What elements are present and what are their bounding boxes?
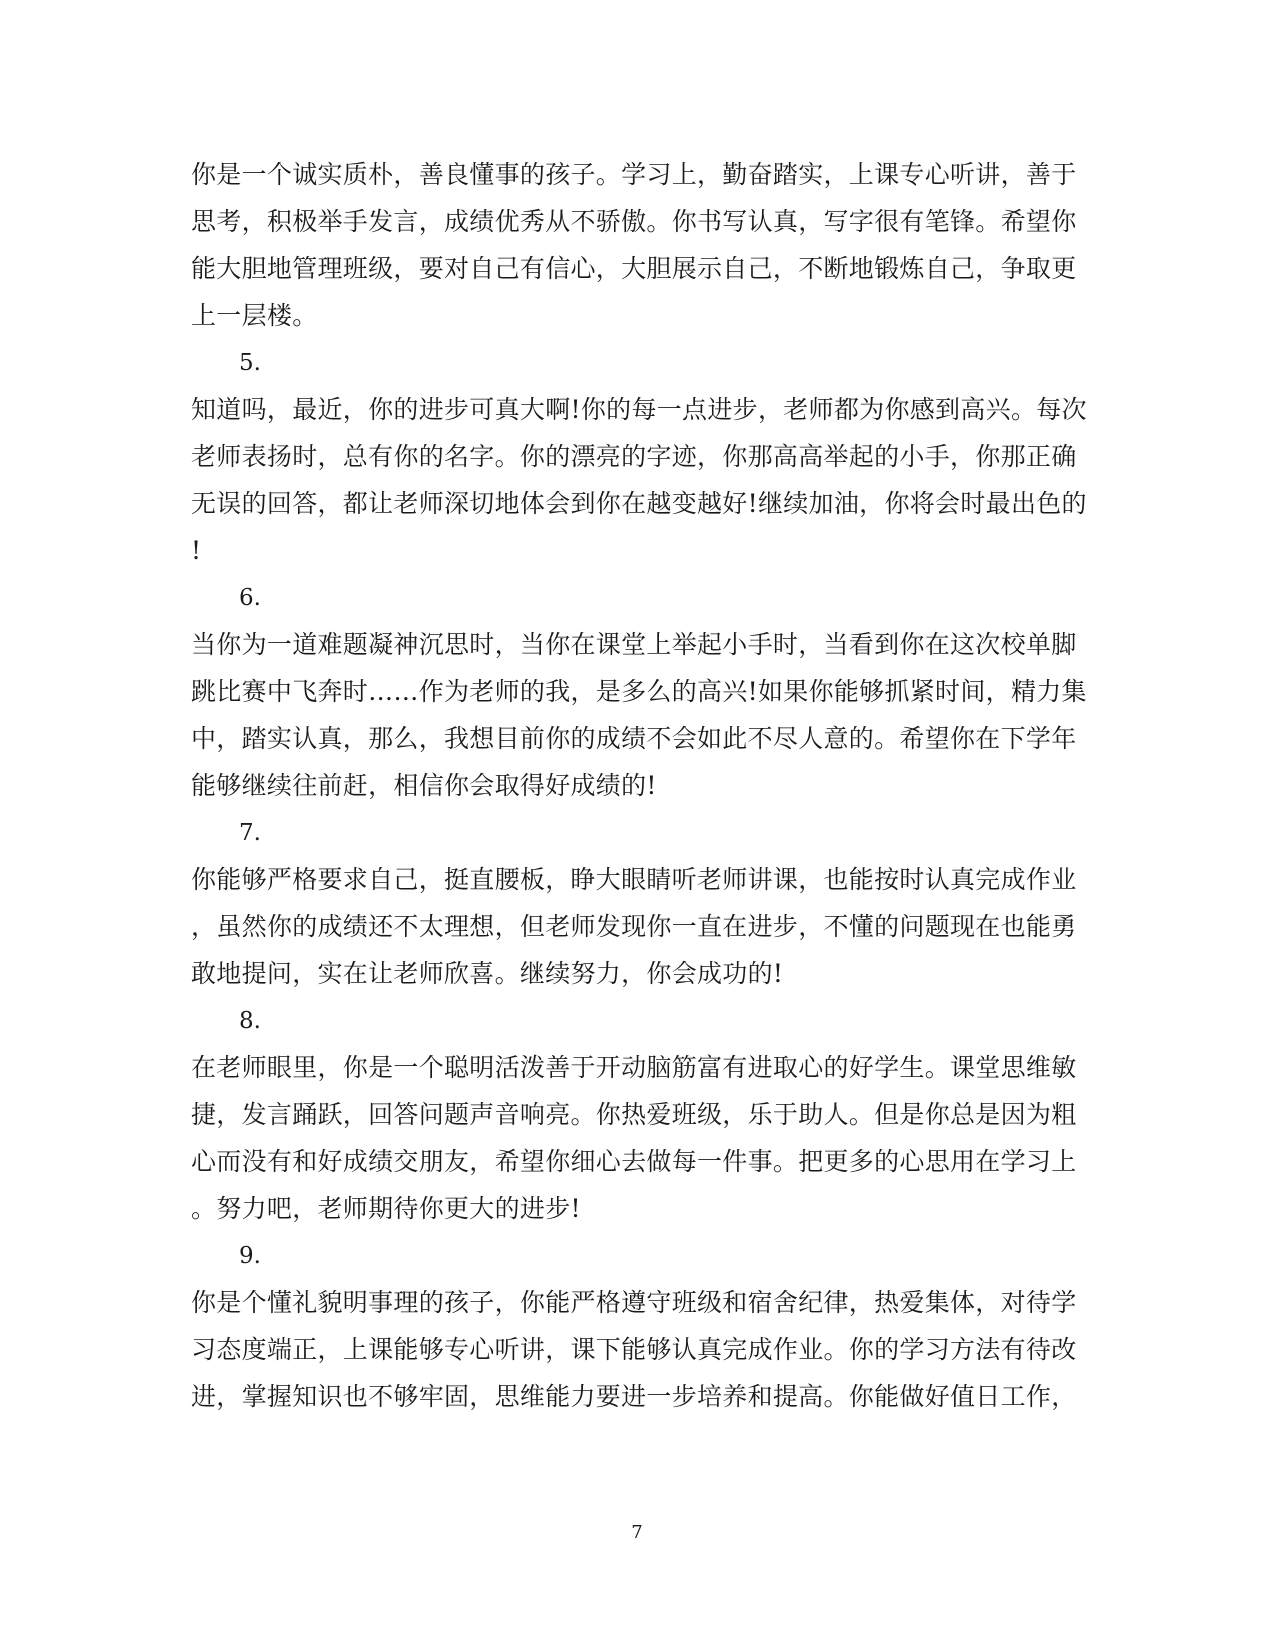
paragraph-line: 你能够严格要求自己，挺直腰板，睁大眼睛听老师讲课，也能按时认真完成作业: [191, 865, 1077, 894]
paragraph-line: 当你为一道难题凝神沉思时，当你在课堂上举起小手时，当看到你在这次校单脚: [191, 630, 1077, 659]
paragraph-line: 敢地提问，实在让老师欣喜。继续努力，你会成功的!: [191, 959, 784, 988]
paragraph-line: 能大胆地管理班级，要对自己有信心，大胆展示自己，不断地锻炼自己，争取更: [191, 254, 1077, 283]
paragraph-line: 跳比赛中飞奔时……作为老师的我，是多么的高兴!如果你能够抓紧时间，精力集: [191, 677, 1087, 706]
page-number: 7: [631, 1522, 643, 1543]
paragraph-line: 习态度端正，上课能够专心听讲，课下能够认真完成作业。你的学习方法有待改: [191, 1335, 1077, 1364]
paragraph-line: 上一层楼。: [191, 301, 318, 330]
paragraph-line: 你是个懂礼貌明事理的孩子，你能严格遵守班级和宿舍纪律，热爱集体，对待学: [191, 1288, 1077, 1317]
paragraph-line: 你是一个诚实质朴，善良懂事的孩子。学习上，勤奋踏实，上课专心听讲，善于: [191, 160, 1077, 189]
item-number: 7.: [239, 820, 261, 846]
item-number: 5.: [239, 350, 261, 376]
item-number: 8.: [239, 1008, 261, 1034]
paragraph-line: 进，掌握知识也不够牢固，思维能力要进一步培养和提高。你能做好值日工作，: [191, 1382, 1077, 1411]
paragraph-line: !: [191, 536, 202, 565]
paragraph-line: 老师表扬时，总有你的名字。你的漂亮的字迹，你那高高举起的小手，你那正确: [191, 442, 1077, 471]
paragraph-line: 。努力吧，老师期待你更大的进步!: [191, 1194, 581, 1223]
paragraph-line: 无误的回答，都让老师深切地体会到你在越变越好!继续加油，你将会时最出色的: [191, 489, 1087, 518]
paragraph-line: ，虽然你的成绩还不太理想，但老师发现你一直在进步，不懂的问题现在也能勇: [191, 912, 1077, 941]
paragraph-line: 心而没有和好成绩交朋友，希望你细心去做每一件事。把更多的心思用在学习上: [191, 1147, 1077, 1176]
paragraph-line: 中，踏实认真，那么，我想目前你的成绩不会如此不尽人意的。希望你在下学年: [191, 724, 1077, 753]
item-number: 9.: [239, 1243, 261, 1269]
paragraph-line: 思考，积极举手发言，成绩优秀从不骄傲。你书写认真，写字很有笔锋。希望你: [191, 207, 1077, 236]
item-number: 6.: [239, 585, 261, 611]
paragraph-line: 捷，发言踊跃，回答问题声音响亮。你热爱班级，乐于助人。但是你总是因为粗: [191, 1100, 1077, 1129]
paragraph-line: 能够继续往前赶，相信你会取得好成绩的!: [191, 771, 657, 800]
paragraph-line: 在老师眼里，你是一个聪明活泼善于开动脑筋富有进取心的好学生。课堂思维敏: [191, 1053, 1077, 1082]
paragraph-line: 知道吗，最近，你的进步可真大啊!你的每一点进步，老师都为你感到高兴。每次: [191, 395, 1087, 424]
